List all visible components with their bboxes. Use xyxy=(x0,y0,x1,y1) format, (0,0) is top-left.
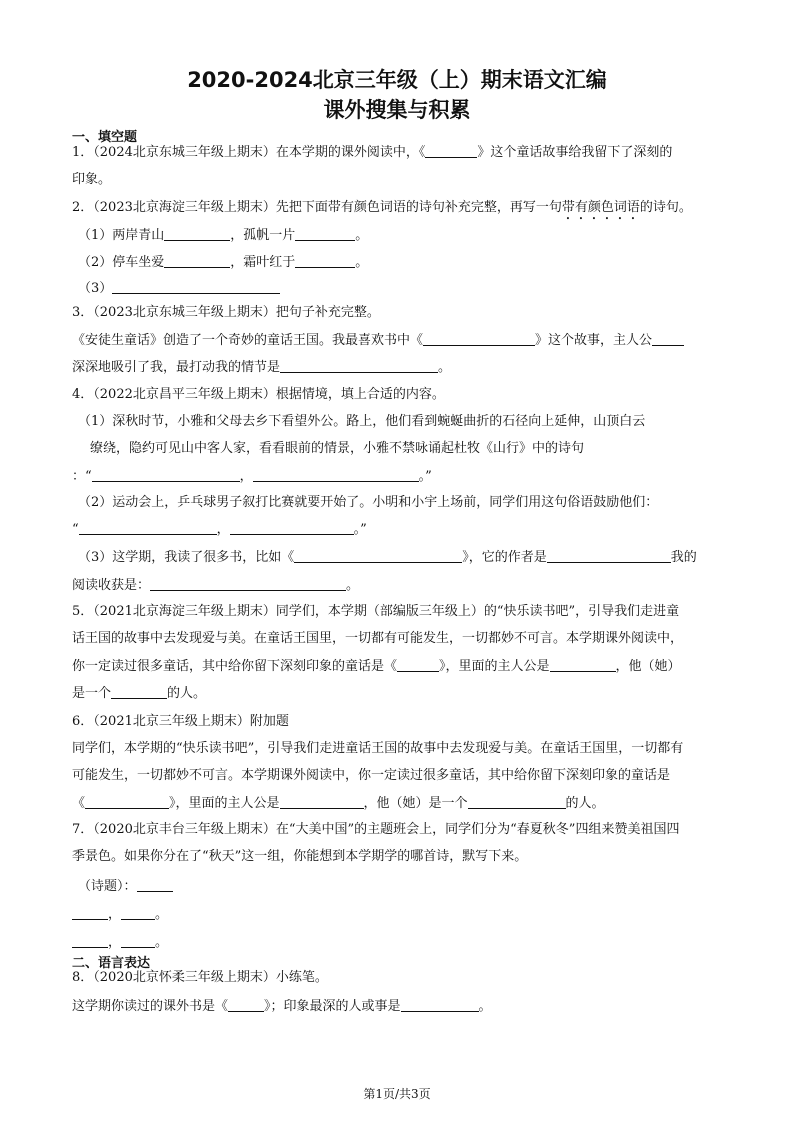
q8-line-1: 8．（2020北京怀柔三年级上期末）小练笔。 xyxy=(72,970,328,985)
q4-item-3-line-2: 阅读收获是： 。 xyxy=(72,578,360,593)
q4-blank-2[interactable] xyxy=(253,468,419,482)
q4-item-1-line-3: ：“ ， 。” xyxy=(72,469,432,484)
q2-blank-5[interactable] xyxy=(112,280,280,294)
q4-blank-3[interactable] xyxy=(79,521,217,535)
q7-poem-line-1: ， 。 xyxy=(72,906,168,923)
q7-blank-3[interactable] xyxy=(72,934,108,948)
q2-item-2: （2）停车坐爱 ，霜叶红于 。 xyxy=(78,255,369,270)
q6-blank-2[interactable] xyxy=(280,795,364,809)
q7-line-2: 季景色。如果你分在了“秋天”这一组，你能想到本学期学的哪首诗，默写下来。 xyxy=(72,849,528,864)
q4-item-2-line-1: （2）运动会上，乒乓球男子叙打比赛就要开始了。小明和小宇上场前，同学们用这句俗语鼓励他们： xyxy=(78,495,659,510)
q5-blank-3[interactable] xyxy=(111,685,167,699)
q4-blank-5[interactable] xyxy=(294,549,462,563)
q4-blank-1[interactable] xyxy=(92,468,240,482)
q4-item-1-line-2: 缭绕，隐约可见山中客人家，看看眼前的情景，小雅不禁咏诵起杜牧《山行》中的诗句 xyxy=(90,441,585,456)
q8-blank-1[interactable] xyxy=(228,998,264,1012)
q7-blank-1[interactable] xyxy=(72,906,108,920)
q6-line-1: 6．（2021北京三年级上期末）附加题 xyxy=(72,714,289,729)
q6-line-4: 《 》，里面的主人公是 ，他（她）是一个 的人。 xyxy=(72,796,605,811)
q3-line-2: 《安徒生童话》创造了一个奇妙的童话王国。我最喜欢书中《 》这个故事，主人公 xyxy=(72,332,684,349)
q7-blank-2[interactable] xyxy=(121,906,155,920)
q3-blank-2[interactable] xyxy=(652,332,684,346)
q5-line-1: 5．（2021北京海淀三年级上期末）同学们，本学期（部编版三年级上）的“快乐读书吧”，引导我们走进童 xyxy=(72,604,680,619)
q1-line-1: 1．（2024北京东城三年级上期末）在本学期的课外阅读中，《 》这个童话故事给我留下了深刻的 xyxy=(72,145,673,160)
q7-blank-title[interactable] xyxy=(137,878,173,892)
q5-blank-1[interactable] xyxy=(397,658,439,672)
q2-item-1: （1）两岸青山 ，孤帆一片 。 xyxy=(78,228,369,243)
q7-line-1: 7．（2020北京丰台三年级上期末）在“大美中国”的主题班会上，同学们分为“春夏秋冬”四组来赞美祖国四 xyxy=(72,822,680,837)
q6-blank-3[interactable] xyxy=(468,795,566,809)
q6-blank-1[interactable] xyxy=(85,795,169,809)
page-subtitle: 课外搜集与积累 xyxy=(323,98,471,122)
q5-line-4: 是一个 的人。 xyxy=(72,686,207,701)
q4-line-1: 4．（2022北京昌平三年级上期末）根据情境，填上合适的内容。 xyxy=(72,387,445,402)
q8-blank-2[interactable] xyxy=(401,998,479,1012)
q5-line-3: 你一定读过很多童话，其中给你留下深刻印象的童话是《 》，里面的主人公是 ，他（她） xyxy=(72,659,681,674)
q4-item-2-line-2: “ ， 。” xyxy=(72,522,367,537)
q1-blank-1[interactable] xyxy=(425,144,477,158)
q6-line-3: 可能发生，一切都妙不可言。本学期课外阅读中，你一定读过很多童话，其中给你留下深刻印象的童话是 xyxy=(72,768,671,783)
q4-blank-7[interactable] xyxy=(150,577,346,591)
q4-item-1-line-1: （1）深秋时节，小雅和父母去乡下看望外公。路上，他们看到蜿蜒曲折的石径向上延伸，山顶白云 xyxy=(78,414,646,429)
q2-blank-2[interactable] xyxy=(295,227,355,241)
q4-blank-4[interactable] xyxy=(230,521,354,535)
q2-blank-4[interactable] xyxy=(295,254,355,268)
page-footer: 第1页/共3页 xyxy=(363,1087,431,1101)
q4-blank-6[interactable] xyxy=(547,549,671,563)
page-title: 2020-2024北京三年级（上）期末语文汇编 xyxy=(187,68,607,92)
q3-line-1: 3．（2023北京东城三年级上期末）把句子补充完整。 xyxy=(72,305,380,320)
q8-line-2: 这学期你读过的课外书是《 》；印象最深的人或事是 。 xyxy=(72,999,492,1014)
q2-blank-3[interactable] xyxy=(164,254,230,268)
q3-blank-1[interactable] xyxy=(423,332,535,346)
q7-poem-title: （诗题）： xyxy=(78,878,173,895)
q7-poem-line-2: ， 。 xyxy=(72,934,168,951)
q3-line-3: 深深地吸引了我，最打动我的情节是 。 xyxy=(72,360,452,375)
q7-blank-4[interactable] xyxy=(121,934,155,948)
q4-item-3-line-1: （3）这学期，我读了很多书，比如《 》，它的作者是 我的 xyxy=(78,550,697,565)
q2-item-3: （3） xyxy=(78,280,280,297)
section-heading-language-expression: 二、语言表达 xyxy=(72,956,151,971)
q3-blank-3[interactable] xyxy=(280,359,438,373)
q6-line-2: 同学们，本学期的“快乐读书吧”，引导我们走进童话王国的故事中去发现爱与美。在童话王国里，一切都有 xyxy=(72,741,684,756)
q5-line-2: 话王国的故事中去发现爱与美。在童话王国里，一切都有可能发生，一切都妙不可言。本学期课外阅读中， xyxy=(72,631,684,646)
q5-blank-2[interactable] xyxy=(550,658,616,672)
q2-blank-1[interactable] xyxy=(164,227,230,241)
q1-line-2: 印象。 xyxy=(72,172,112,187)
section-heading-fill-blank: 一、填空题 xyxy=(72,130,138,145)
q2-line-1: 2．（2023北京海淀三年级上期末）先把下面带有颜色词语的诗句补充完整，再写一句带有颜色词语的诗句。 xyxy=(72,200,692,215)
